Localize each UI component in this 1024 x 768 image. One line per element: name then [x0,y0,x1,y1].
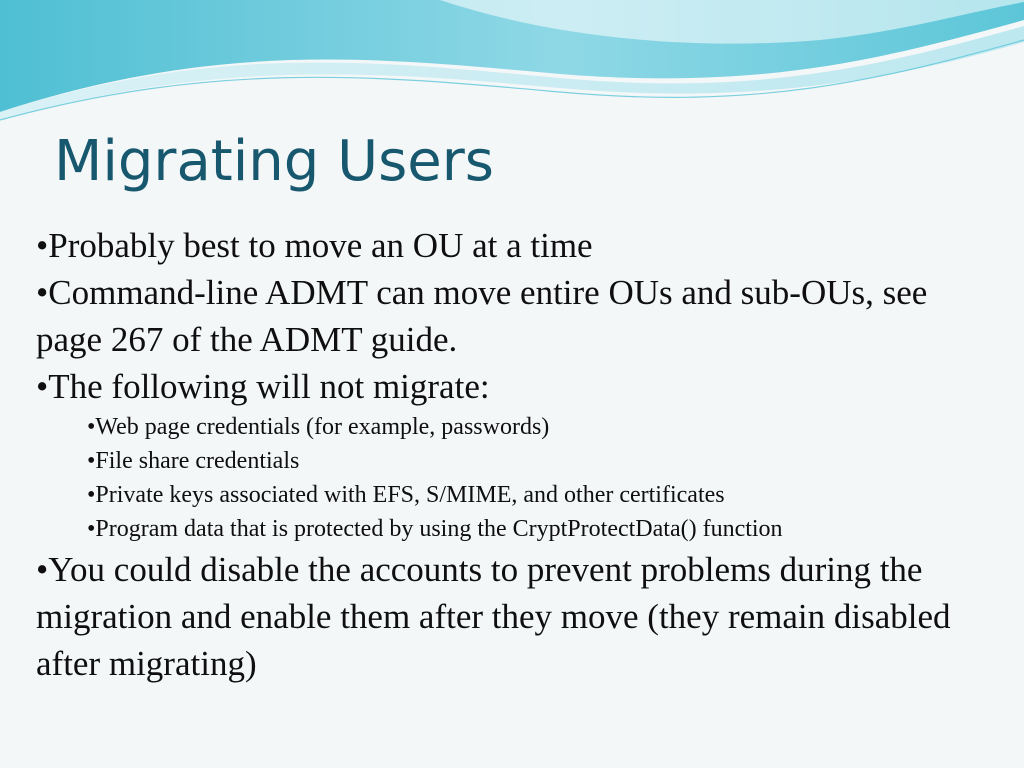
bullet-item [36,546,986,687]
bullet-text: File share credentials [95,448,300,474]
bullet-glyph: • [87,414,96,440]
sub-bullet-item [87,444,986,478]
bullet-text: You could disable the accounts to prevent problems during the migration and enable them after they move (they remain disabled after migrating) [36,550,951,683]
sub-bullet-list [36,410,986,546]
bullet-glyph: • [87,448,96,474]
bullet-item [36,222,986,269]
bullet-glyph: • [36,550,49,589]
sub-bullet-item [87,512,986,546]
bullet-text: Probably best to move an OU at a time [48,226,593,265]
sub-bullet-item [87,478,986,512]
slide-title: Migrating Users [54,129,494,194]
bullet-item [36,363,986,410]
bullet-text: Private keys associated with EFS, S/MIME, and other certificates [95,482,725,508]
bullet-glyph: • [36,367,49,406]
bullet-glyph: • [87,516,96,542]
header-wave-decoration [0,0,1024,130]
slide-body [36,222,986,687]
bullet-text: The following will not migrate: [48,367,490,406]
sub-bullet-item [87,410,986,444]
bullet-glyph: • [36,226,49,265]
bullet-text: Program data that is protected by using the CryptProtectData() function [95,516,783,542]
bullet-item [36,269,986,363]
bullet-text: Command-line ADMT can move entire OUs and sub-OUs, see page 267 of the ADMT guide. [36,273,928,359]
bullet-glyph: • [36,273,49,312]
bullet-text: Web page credentials (for example, passwords) [95,414,550,440]
bullet-glyph: • [87,482,96,508]
